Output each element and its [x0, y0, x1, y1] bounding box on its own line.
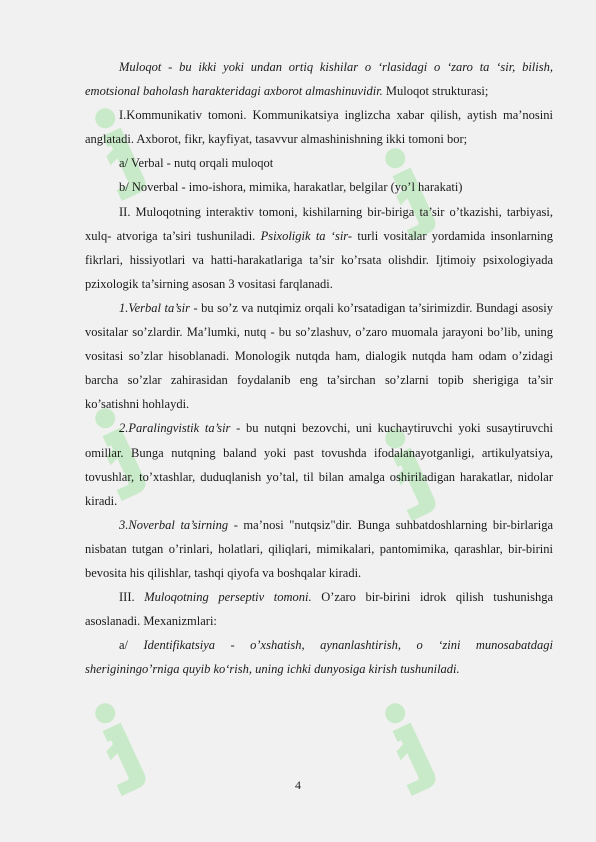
paragraph — [85, 416, 553, 512]
paragraph — [85, 513, 553, 585]
paragraph — [85, 175, 553, 199]
text-run: II. Muloqotning interaktiv tomoni, kishilarning bir-biriga ta’sir o’tkazishi, tarbiyasi, xulq- atvoriga ta’siri tushuniladi. — [85, 204, 553, 243]
paragraph — [85, 296, 553, 416]
italic-text-run: 2.Paralingvistik ta’sir — [119, 421, 231, 436]
text-run: III. — [119, 590, 145, 605]
text-run: turli vositalar yordamida insonlarning fikrlari, hissiyotlari va hatti-harakatlariga ta’sir ko’rsata olishdir. Ijtimoiy psixologiyada pzixologik ta’sirning asosan 3 vositasi farqlanadi. — [85, 228, 553, 291]
text-run: a/ — [119, 638, 144, 653]
text-run: I.Kommunikativ tomoni. Kommunikatsiya inglizcha xabar qilish, aytish ma’nosini anglatadi. Axborot, fikr, kayfiyat, tasavvur almashinishning ikki tomoni bor; — [85, 108, 553, 147]
text-run: Muloqot strukturasi; — [382, 84, 489, 99]
paragraph — [85, 633, 553, 681]
paragraph — [85, 151, 553, 175]
italic-text-run: 3.Noverbal ta’sirning — [119, 517, 229, 532]
italic-text-run: 1.Verbal ta’sir — [119, 300, 190, 315]
italic-text-run: Psixoligik ta ‘sir- — [260, 228, 353, 243]
italic-text-run: Muloqotning perseptiv tomoni. — [144, 590, 312, 605]
paragraph — [85, 585, 553, 633]
text-run: b/ Noverbal - imo-ishora, mimika, harakatlar, belgilar (yo’l harakati) — [119, 180, 463, 195]
text-run: - ma’nosi "nutqsiz"dir. Bunga suhbatdoshlarning bir-birlariga nisbatan tutgan o’rinlari, holatlari, qiliqlari, mimikalari, pantomimika, qarashlar, bir-birini bevosita his qilishlar, tashqi qiyofa va boshqalar kiradi. — [85, 517, 553, 580]
page-number: 4 — [295, 778, 301, 792]
paragraph — [85, 103, 553, 151]
text-run: - bu nutqni bezovchi, uni kuchaytiruvchi yoki susaytiruvchi omillar. Bunga nutqning baland yoki past tovushda ifodalanayotganligi, artikulyatsiya, tovushlar, to’xtashlar, duduqlanish yo’tal, til bilan amalga oshiriladigan harakatlar, nidolar kiradi. — [85, 421, 553, 508]
text-run: a/ Verbal - nutq orqali muloqot — [119, 156, 274, 171]
italic-text-run: Identifikatsiya - o’xshatish, aynanlashtirish, o ‘zini munosabatdagi sheriginingo’rniga quyib ko‘rish, uning ichki dunyosiga kirish tushuniladi. — [85, 638, 553, 677]
paragraph — [85, 55, 553, 103]
text-run: O’zaro bir-birini idrok qilish tushunishga asoslanadi. Mexanizmlari: — [85, 590, 553, 629]
body-text — [85, 55, 553, 681]
italic-text-run: Muloqot - bu ikki yoki undan ortiq kishilar o ‘rlasidagi o ‘zaro ta ‘sir, bilish, emotsional baholash harakteridagi axborot almashinuvidir. — [85, 60, 553, 99]
paragraph — [85, 200, 553, 296]
text-run: - bu so’z va nutqimiz orqali ko’rsatadigan ta’sirimizdir. Bundagi asosiy vositalar so’zlardir. Ma’lumki, nutq - bu so’zlashuv, o’zaro muomala jarayoni bo’lib, uning vositasi so’zlar hisoblanadi. Monologik nutqda ham, dialogik nutqda ham odam o’zidagi barcha so’zlar zahirasidan foydalanib eng ta’sirchan so’zlarni topib sherigiga ta’sir ko’satishni hohlaydi. — [85, 300, 553, 412]
